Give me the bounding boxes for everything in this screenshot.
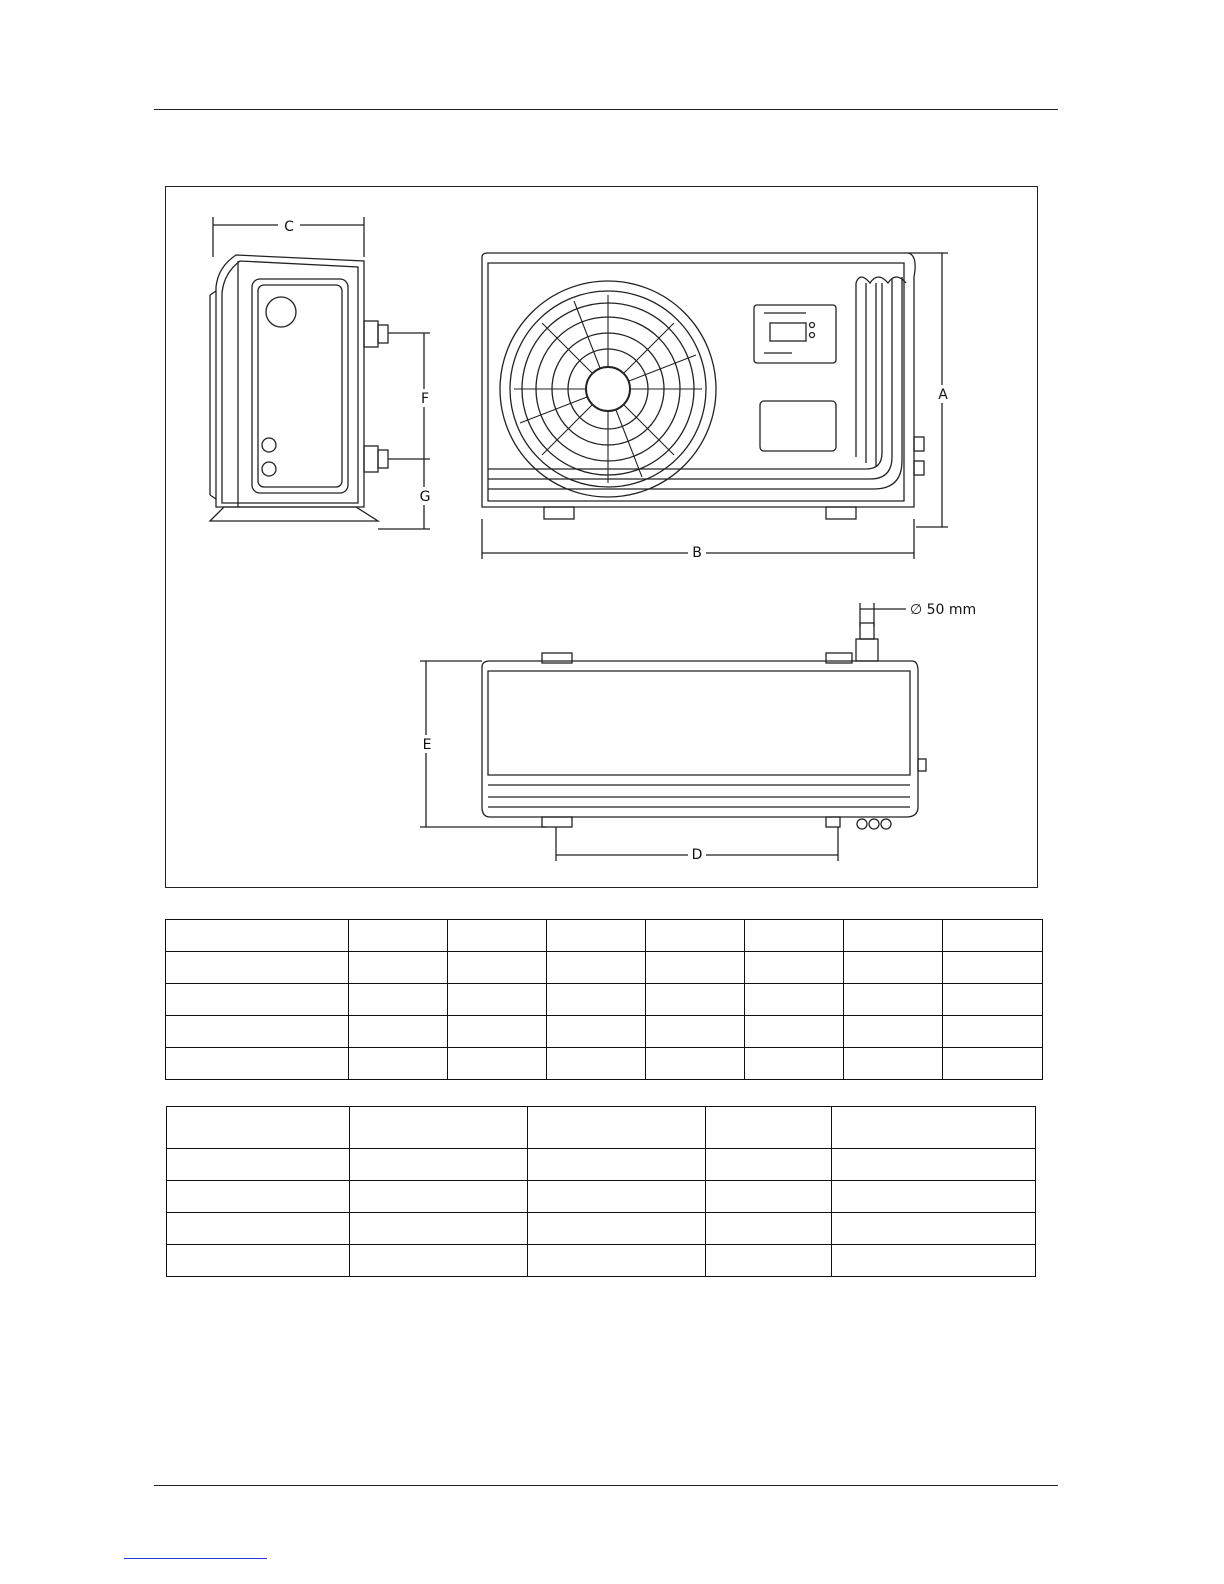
footer-link[interactable] — [124, 1558, 267, 1559]
table-cell — [646, 1048, 745, 1080]
table-cell — [646, 984, 745, 1016]
table-cell — [448, 1048, 547, 1080]
table-cell — [528, 1149, 706, 1181]
table-cell — [448, 1016, 547, 1048]
table-cell — [706, 1213, 832, 1245]
table-row — [166, 1016, 1043, 1048]
table-cell — [166, 952, 349, 984]
table-cell — [547, 920, 646, 952]
table-cell — [646, 952, 745, 984]
front-view — [482, 253, 952, 561]
table-cell — [167, 1149, 350, 1181]
table-cell — [528, 1181, 706, 1213]
table-cell — [349, 920, 448, 952]
table-cell — [745, 952, 844, 984]
table-cell — [745, 984, 844, 1016]
table-cell — [528, 1213, 706, 1245]
table-cell — [547, 1016, 646, 1048]
table-cell — [166, 1048, 349, 1080]
table-cell — [832, 1149, 1036, 1181]
table-cell — [832, 1107, 1036, 1149]
table-cell — [706, 1107, 832, 1149]
table-cell — [166, 1016, 349, 1048]
table-cell — [745, 1016, 844, 1048]
dimension-label-d: D — [691, 847, 703, 863]
dimension-label-g: G — [419, 489, 431, 505]
table-cell — [350, 1181, 528, 1213]
dimension-drawing-frame — [165, 186, 1038, 888]
table-row — [166, 920, 1043, 952]
table-cell — [844, 952, 943, 984]
table-cell — [167, 1107, 350, 1149]
table-cell — [706, 1245, 832, 1277]
table-row — [167, 1149, 1036, 1181]
table-cell — [646, 920, 745, 952]
table-cell — [943, 984, 1043, 1016]
table-cell — [350, 1245, 528, 1277]
table-cell — [166, 920, 349, 952]
table-cell — [844, 1048, 943, 1080]
table-cell — [943, 920, 1043, 952]
table-cell — [547, 1048, 646, 1080]
table-cell — [832, 1181, 1036, 1213]
side-view — [210, 216, 434, 529]
dimension-label-e: E — [422, 737, 432, 753]
table-cell — [166, 984, 349, 1016]
control-panel-icon — [754, 305, 836, 363]
table-cell — [943, 1048, 1043, 1080]
table-cell — [350, 1149, 528, 1181]
table-cell — [745, 920, 844, 952]
table-cell — [528, 1107, 706, 1149]
header-rule — [154, 109, 1058, 110]
table-cell — [547, 984, 646, 1016]
dimension-label-a: A — [938, 387, 948, 403]
table-cell — [646, 1016, 745, 1048]
dimension-label-f: F — [420, 391, 430, 407]
table-cell — [943, 1016, 1043, 1048]
table-cell — [706, 1149, 832, 1181]
table-cell — [167, 1181, 350, 1213]
table-row — [166, 952, 1043, 984]
table-cell — [745, 1048, 844, 1080]
table-cell — [167, 1245, 350, 1277]
dimension-label-b: B — [692, 545, 702, 561]
connections-table — [166, 1106, 1036, 1277]
table-row — [167, 1245, 1036, 1277]
table-cell — [832, 1213, 1036, 1245]
table-cell — [350, 1213, 528, 1245]
footer-rule — [154, 1485, 1058, 1486]
table-cell — [943, 952, 1043, 984]
dimension-label-c: C — [284, 219, 294, 235]
table-row — [167, 1213, 1036, 1245]
table-cell — [706, 1181, 832, 1213]
dimension-drawing — [166, 187, 1039, 889]
table-cell — [349, 984, 448, 1016]
table-cell — [448, 984, 547, 1016]
table-row — [167, 1181, 1036, 1213]
pipe-diameter-label: ∅ 50 mm — [910, 602, 977, 618]
table-cell — [448, 920, 547, 952]
table-cell — [349, 952, 448, 984]
table-cell — [349, 1016, 448, 1048]
table-cell — [448, 952, 547, 984]
table-row — [166, 984, 1043, 1016]
table-cell — [832, 1245, 1036, 1277]
table-header-row — [167, 1107, 1036, 1149]
table-cell — [167, 1213, 350, 1245]
table-row — [166, 1048, 1043, 1080]
table-cell — [528, 1245, 706, 1277]
table-cell — [844, 984, 943, 1016]
table-cell — [844, 1016, 943, 1048]
dimensions-table — [165, 919, 1043, 1080]
top-view — [418, 603, 926, 863]
table-cell — [844, 920, 943, 952]
table-cell — [349, 1048, 448, 1080]
table-cell — [547, 952, 646, 984]
table-cell — [350, 1107, 528, 1149]
